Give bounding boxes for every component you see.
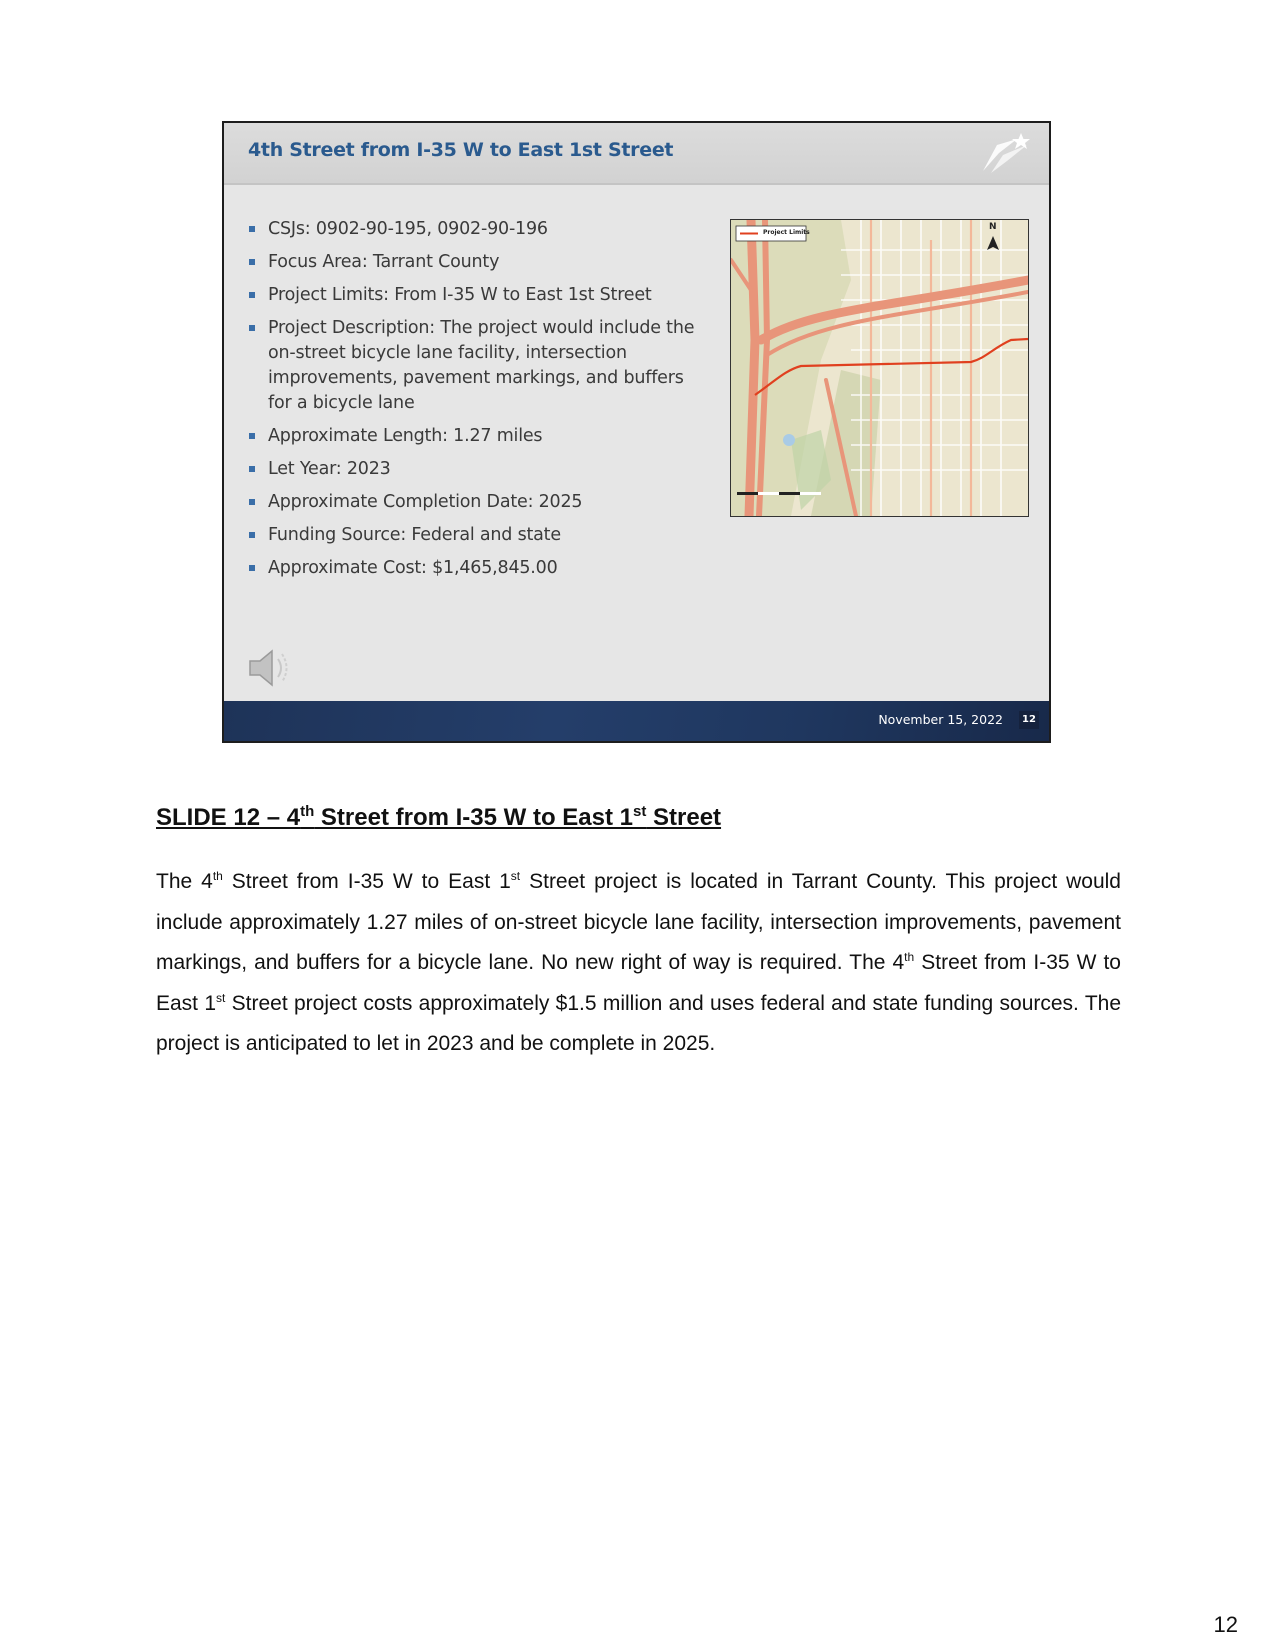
bullet-icon bbox=[249, 259, 255, 265]
bullet-icon bbox=[249, 565, 255, 571]
slide-date: November 15, 2022 bbox=[878, 712, 1003, 727]
slide-image bbox=[222, 121, 1051, 743]
north-arrow-icon: N bbox=[989, 222, 997, 232]
section-heading: SLIDE 12 – 4th Street from I-35 W to East 1st Street bbox=[156, 803, 722, 831]
section-paragraph: The 4th Street from I-35 W to East 1st Street project is located in Tarrant County. This project would include approximately 1.27 miles of on-street bicycle lane facility, intersection improvements, pavement markings, and buffers for a bicycle lane. No new right of way is required. The 4th Street from I-35 W to East 1st Street project costs approximately $1.5 million and uses federal and state funding sources. The project is anticipated to let in 2023 and be complete in 2025. bbox=[156, 869, 1121, 1055]
bullet-icon bbox=[249, 532, 255, 538]
bullet-item: Let Year: 2023 bbox=[248, 457, 708, 482]
bullet-item: CSJs: 0902-90-195, 0902-90-196 bbox=[248, 217, 708, 242]
bullet-item: Project Description: The project would include the on-street bicycle lane facility, intersection improvements, pavement markings, and buffers for a bicycle lane bbox=[248, 316, 708, 416]
bullet-icon bbox=[249, 226, 255, 232]
bullet-item: Approximate Cost: $1,465,845.00 bbox=[248, 556, 708, 581]
bullet-item: Funding Source: Federal and state bbox=[248, 523, 708, 548]
bullet-icon bbox=[249, 466, 255, 472]
bullet-item: Focus Area: Tarrant County bbox=[248, 250, 708, 275]
page-number: 12 bbox=[1213, 1612, 1238, 1637]
slide-footer bbox=[224, 701, 1049, 741]
slide-number: 12 bbox=[1019, 711, 1039, 729]
bullet-item: Approximate Length: 1.27 miles bbox=[248, 424, 708, 449]
slide-title: 4th Street from I-35 W to East 1st Street bbox=[248, 139, 674, 161]
project-map bbox=[730, 219, 1029, 517]
bullet-icon bbox=[249, 292, 255, 298]
slide-header bbox=[224, 123, 1049, 185]
bullet-list bbox=[248, 217, 708, 589]
bullet-icon bbox=[249, 433, 255, 439]
map-legend-label: Project Limits bbox=[763, 229, 810, 236]
bullet-item: Project Limits: From I-35 W to East 1st Street bbox=[248, 283, 708, 308]
bullet-item: Approximate Completion Date: 2025 bbox=[248, 490, 708, 515]
bullet-icon bbox=[249, 499, 255, 505]
map-graphic bbox=[731, 220, 1028, 516]
bullet-icon bbox=[249, 325, 255, 331]
speaker-icon[interactable] bbox=[246, 645, 296, 691]
txdot-star-logo bbox=[977, 131, 1037, 177]
